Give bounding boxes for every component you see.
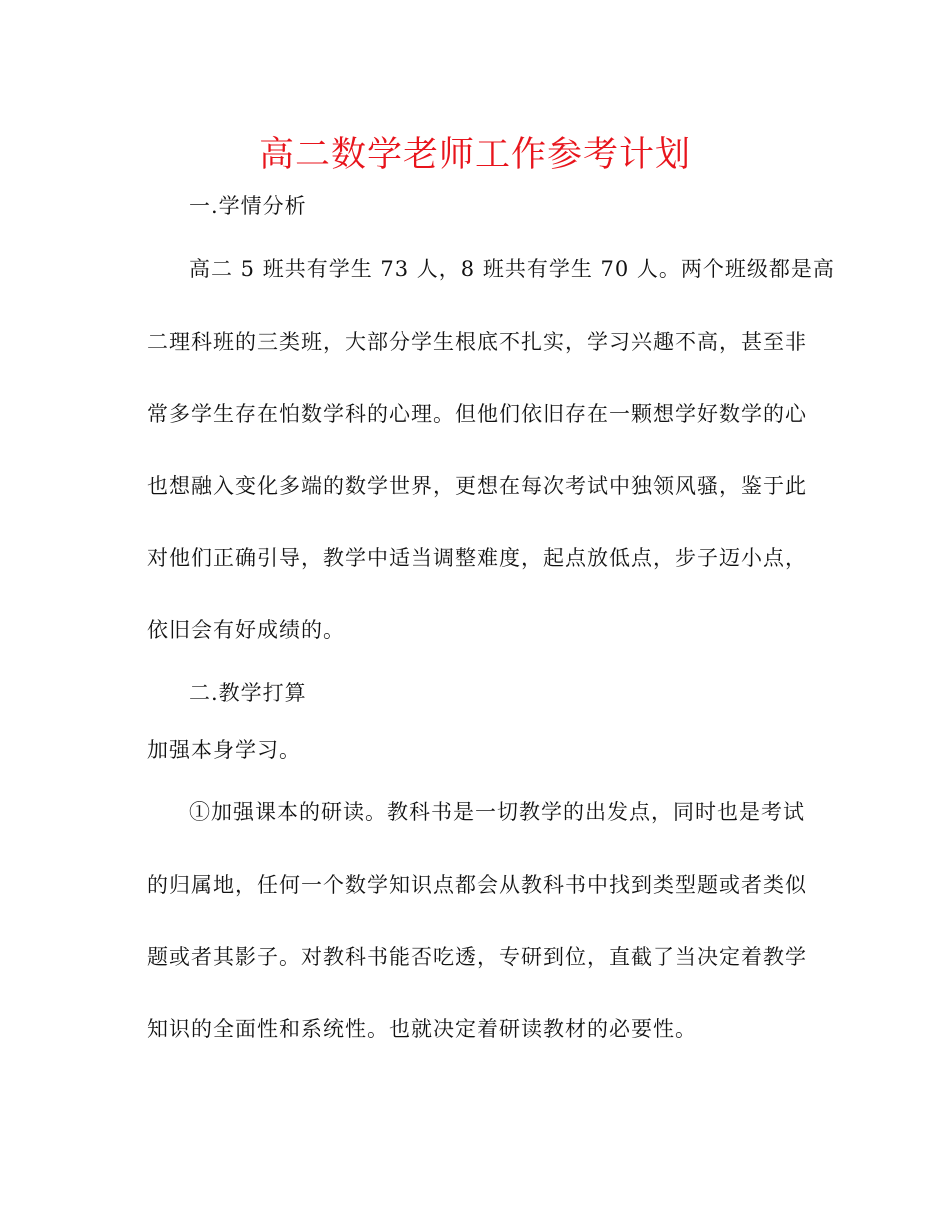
paragraph-line: 知识的全面性和系统性。也就决定着研读教材的必要性。 — [147, 1017, 697, 1041]
document-title: 高二数学老师工作参考计划 — [258, 135, 691, 175]
section-heading-2: 二.教学打算 — [189, 681, 307, 705]
paragraph-line: 也想融入变化多端的数学世界，更想在每次考试中独领风骚，鉴于此 — [147, 474, 807, 498]
section-heading-1: 一.学情分析 — [189, 194, 307, 218]
paragraph-line: 题或者其影子。对教科书能否吃透，专研到位，直截了当决定着教学 — [147, 945, 807, 969]
paragraph-line: 加强本身学习。 — [147, 738, 301, 762]
paragraph-line: 高二 5 班共有学生 73 人，8 班共有学生 70 人。两个班级都是高 — [189, 257, 835, 281]
paragraph-line: 常多学生存在怕数学科的心理。但他们依旧存在一颗想学好数学的心 — [147, 402, 807, 426]
paragraph-line: 的归属地，任何一个数学知识点都会从教科书中找到类型题或者类似 — [147, 873, 807, 897]
paragraph-line: ①加强课本的研读。教科书是一切教学的出发点，同时也是考试 — [189, 800, 805, 824]
paragraph-line: 依旧会有好成绩的。 — [147, 618, 345, 642]
paragraph-line: 二理科班的三类班，大部分学生根底不扎实，学习兴趣不高，甚至非 — [147, 330, 807, 354]
paragraph-line: 对他们正确引导，教学中适当调整难度，起点放低点，步子迈小点， — [147, 546, 807, 570]
